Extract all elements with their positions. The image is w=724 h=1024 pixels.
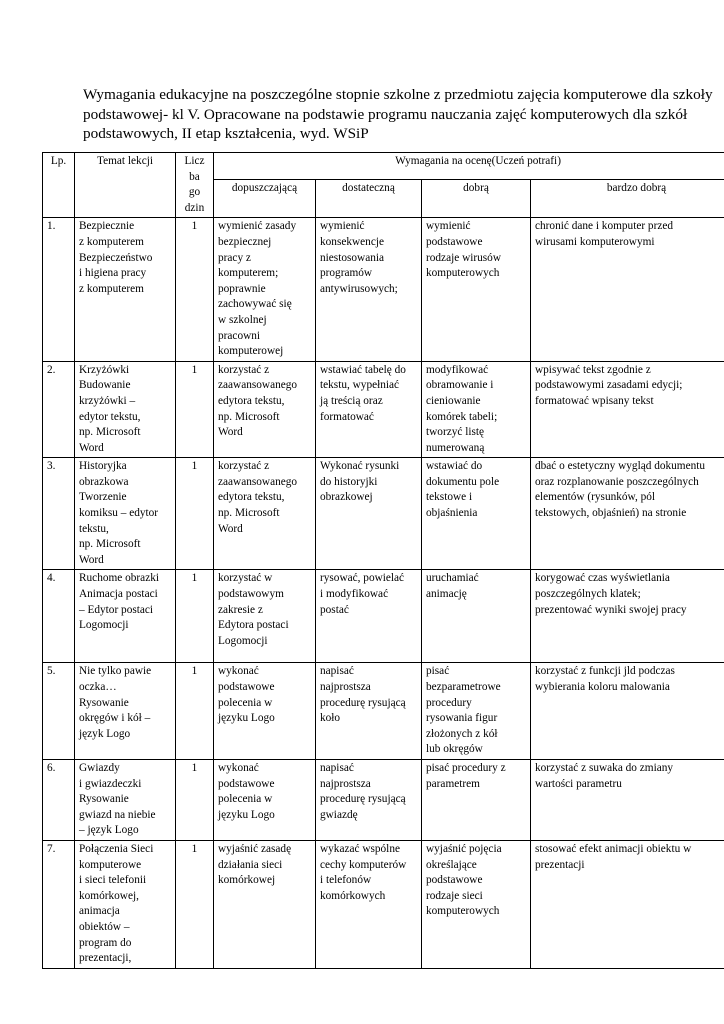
cell-topic bbox=[75, 218, 176, 361]
req-bardzo-dobra-text: korzystać z funkcji jld podczas wybierania koloru malowania bbox=[535, 665, 675, 694]
cell-dostateczna bbox=[316, 663, 422, 760]
cell-dostateczna bbox=[316, 218, 422, 361]
header-requirements: Wymagania na ocenę(Uczeń potrafi) bbox=[214, 153, 724, 180]
table-row bbox=[43, 570, 724, 663]
req-dopuszczajaca-text: korzystać z zaawansowanego edytora tekstu, np. Microsoft Word bbox=[218, 460, 298, 535]
cell-dopuszczajaca bbox=[214, 840, 316, 968]
req-dopuszczajaca-text: wymienić zasady bezpiecznej pracy z komputerem; poprawnie zachowywać się w szkolnej pracowni komputerowej bbox=[218, 220, 297, 358]
table-row bbox=[43, 458, 724, 570]
req-dopuszczajaca-text: wykonać podstawowe polecenia w języku Logo bbox=[218, 762, 275, 821]
header-hours bbox=[176, 153, 214, 218]
table-row bbox=[43, 840, 724, 968]
requirements-table bbox=[42, 152, 724, 969]
cell-lp: 5. bbox=[43, 663, 75, 760]
cell-dostateczna bbox=[316, 458, 422, 570]
cell-topic bbox=[75, 760, 176, 841]
cell-dobra bbox=[422, 361, 531, 458]
cell-hours: 1 bbox=[176, 218, 214, 361]
req-dostateczna-text: Wykonać rysunki do historyjki obrazkowej bbox=[320, 460, 400, 504]
header-topic: Temat lekcji bbox=[75, 153, 176, 218]
cell-lp: 4. bbox=[43, 570, 75, 663]
req-bardzo-dobra-text: wpisywać tekst zgodnie z podstawowymi zasadami edycji; formatować wpisany tekst bbox=[535, 363, 683, 407]
cell-dopuszczajaca bbox=[214, 218, 316, 361]
cell-dobra bbox=[422, 760, 531, 841]
req-bardzo-dobra-text: stosować efekt animacji obiektu w prezentacji bbox=[535, 842, 692, 871]
req-dopuszczajaca-text: korzystać w podstawowym zakresie z Edytora postaci Logomocji bbox=[218, 572, 289, 647]
req-dobra-text: pisać bezparametrowe procedury rysowania figur złożonych z kół lub okręgów bbox=[426, 665, 501, 756]
cell-topic bbox=[75, 458, 176, 570]
topic-text: Bezpiecznie z komputerem Bezpieczeństwo i higiena pracy z komputerem bbox=[79, 220, 153, 295]
cell-dostateczna bbox=[316, 361, 422, 458]
cell-bardzo-dobra bbox=[531, 458, 724, 570]
req-bardzo-dobra-text: korzystać z suwaka do zmiany wartości parametru bbox=[535, 762, 674, 790]
topic-text: Połączenia Sieci komputerowe i sieci telefonii komórkowej, animacja obiektów – program do prezentacji, bbox=[79, 842, 154, 965]
cell-hours: 1 bbox=[176, 458, 214, 570]
req-bardzo-dobra-text: korygować czas wyświetlania poszczególnych klatek; prezentować wyniki swojej pracy bbox=[535, 572, 687, 616]
table-row bbox=[43, 760, 724, 841]
cell-hours: 1 bbox=[176, 663, 214, 760]
topic-text: Gwiazdy i gwiazdeczki Rysowanie gwiazd na niebie – język Logo bbox=[79, 762, 156, 837]
cell-dobra bbox=[422, 570, 531, 663]
cell-hours: 1 bbox=[176, 570, 214, 663]
cell-lp: 2. bbox=[43, 361, 75, 458]
cell-bardzo-dobra bbox=[531, 840, 724, 968]
req-dobra-text: wstawiać do dokumentu pole tekstowe i objaśnienia bbox=[426, 460, 500, 520]
cell-dostateczna bbox=[316, 760, 422, 841]
req-dobra-text: modyfikować obramowanie i cieniowanie komórek tabeli; tworzyć listę numerowaną bbox=[426, 363, 498, 454]
req-dobra-text: pisać procedury z parametrem bbox=[426, 762, 506, 790]
cell-topic bbox=[75, 361, 176, 458]
req-dopuszczajaca-text: korzystać z zaawansowanego edytora tekstu, np. Microsoft Word bbox=[218, 363, 298, 439]
cell-dostateczna bbox=[316, 840, 422, 968]
topic-text: Nie tylko pawie oczka… Rysowanie okręgów i kół – język Logo bbox=[79, 665, 152, 740]
req-dobra-text: uruchamiać animację bbox=[426, 572, 479, 601]
table-row bbox=[43, 361, 724, 458]
cell-dopuszczajaca bbox=[214, 458, 316, 570]
cell-hours: 1 bbox=[176, 760, 214, 841]
req-dostateczna-text: rysować, powielać i modyfikować postać bbox=[320, 572, 405, 616]
cell-dobra bbox=[422, 458, 531, 570]
cell-dopuszczajaca bbox=[214, 760, 316, 841]
document-title: Wymagania edukacyjne na poszczególne stopnie szkolne z przedmiotu zajęcia komputerowe dla szkoły podstawowej- kl V. Opracowane na podstawie programu nauczania zajęć komputerowych dla szkół podstawowych, II etap kształcenia, wyd. WSiP bbox=[83, 86, 713, 142]
cell-dobra bbox=[422, 840, 531, 968]
header-grade-dobra: dobrą bbox=[422, 179, 531, 218]
cell-dopuszczajaca bbox=[214, 663, 316, 760]
cell-topic bbox=[75, 663, 176, 760]
cell-topic bbox=[75, 570, 176, 663]
cell-lp: 3. bbox=[43, 458, 75, 570]
cell-lp: 7. bbox=[43, 840, 75, 968]
cell-dopuszczajaca bbox=[214, 361, 316, 458]
cell-bardzo-dobra bbox=[531, 218, 724, 361]
cell-bardzo-dobra bbox=[531, 663, 724, 760]
req-dobra-text: wymienić podstawowe rodzaje wirusów komputerowych bbox=[426, 220, 501, 280]
topic-text: Historyjka obrazkowa Tworzenie komiksu – edytor tekstu, np. Microsoft Word bbox=[79, 460, 159, 566]
header-grade-dostateczna: dostateczną bbox=[316, 179, 422, 218]
cell-bardzo-dobra bbox=[531, 760, 724, 841]
req-dobra-text: wyjaśnić pojęcia określające podstawowe rodzaje sieci komputerowych bbox=[426, 842, 502, 918]
table-body bbox=[43, 218, 724, 968]
header-hours-label: Licz ba go dzin bbox=[184, 155, 205, 214]
header-grade-dopuszczajaca: dopuszczającą bbox=[214, 179, 316, 218]
cell-dobra bbox=[422, 218, 531, 361]
header-lp: Lp. bbox=[43, 153, 75, 218]
cell-bardzo-dobra bbox=[531, 361, 724, 458]
cell-topic bbox=[75, 840, 176, 968]
cell-hours: 1 bbox=[176, 840, 214, 968]
req-bardzo-dobra-text: dbać o estetyczny wygląd dokumentu oraz rozplanowanie poszczególnych elementów (rysunków, pól tekstowych, objaśnień) na stronie bbox=[535, 460, 706, 520]
req-dostateczna-text: napisać najprostsza procedurę rysującą koło bbox=[320, 665, 406, 725]
header-grade-bardzo-dobra: bardzo dobrą bbox=[531, 179, 724, 218]
cell-dobra bbox=[422, 663, 531, 760]
cell-hours: 1 bbox=[176, 361, 214, 458]
req-dostateczna-text: wykazać wspólne cechy komputerów i telefonów komórkowych bbox=[320, 842, 407, 902]
cell-bardzo-dobra bbox=[531, 570, 724, 663]
table-row bbox=[43, 663, 724, 760]
req-bardzo-dobra-text: chronić dane i komputer przed wirusami komputerowymi bbox=[535, 220, 674, 248]
req-dopuszczajaca-text: wyjaśnić zasadę działania sieci komórkowej bbox=[218, 842, 292, 887]
topic-text: Krzyżówki Budowanie krzyżówki – edytor tekstu, np. Microsoft Word bbox=[79, 363, 141, 454]
req-dostateczna-text: wymienić konsekwencje niestosowania programów antywirusowych; bbox=[320, 220, 398, 295]
cell-dopuszczajaca bbox=[214, 570, 316, 663]
cell-dostateczna bbox=[316, 570, 422, 663]
req-dopuszczajaca-text: wykonać podstawowe polecenia w języku Logo bbox=[218, 665, 275, 725]
cell-lp: 6. bbox=[43, 760, 75, 841]
req-dostateczna-text: wstawiać tabelę do tekstu, wypełniać ją treścią oraz formatować bbox=[320, 363, 406, 423]
cell-lp: 1. bbox=[43, 218, 75, 361]
topic-text: Ruchome obrazki Animacja postaci – Edytor postaci Logomocji bbox=[79, 572, 159, 632]
req-dostateczna-text: napisać najprostsza procedurę rysującą gwiazdę bbox=[320, 762, 406, 821]
table-row bbox=[43, 218, 724, 361]
